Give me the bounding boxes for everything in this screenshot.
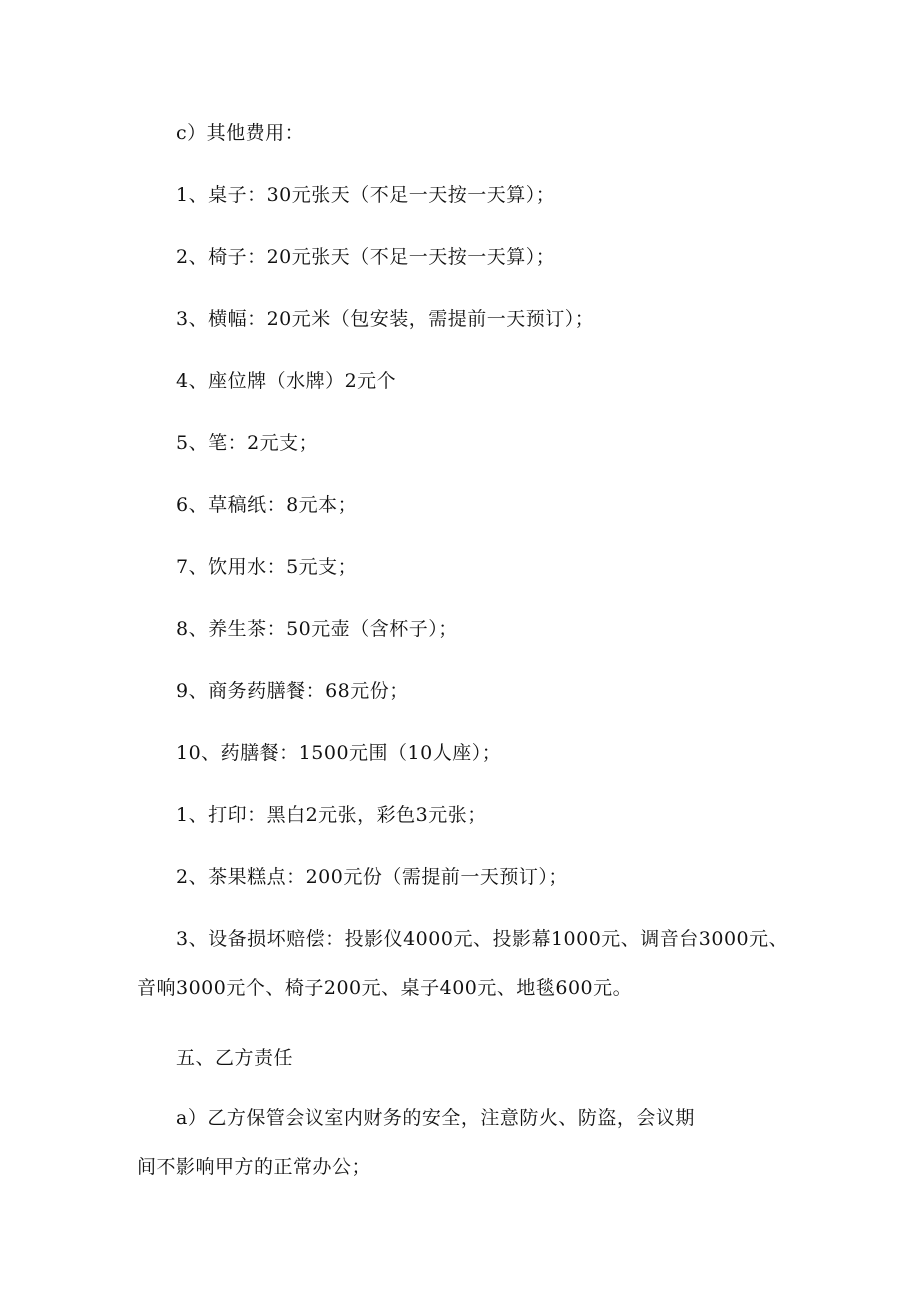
paragraph: a）乙方保管会议室内财务的安全，注意防火、防盗，会议期	[176, 1107, 695, 1129]
list-item-continuation: 音响3000元个、椅子200元、桌子400元、地毯600元。	[137, 977, 633, 999]
list-item: 7、饮用水：5元支；	[176, 556, 358, 578]
list-item: 8、养生茶：50元壶（含杯子）；	[176, 618, 458, 640]
list-item: 1、桌子：30元张天（不足一天按一天算）；	[176, 184, 556, 206]
list-item: 9、商务药膳餐：68元份；	[176, 680, 409, 702]
list-item: 3、横幅：20元米（包安装，需提前一天预订）；	[176, 308, 595, 330]
section-heading-other-fees: c）其他费用：	[176, 122, 305, 144]
list-item: 1、打印：黑白2元张，彩色3元张；	[176, 804, 487, 826]
list-item: 10、药膳餐：1500元围（10人座）；	[176, 742, 502, 764]
list-item: 2、茶果糕点：200元份（需提前一天预订）；	[176, 866, 568, 888]
list-item: 3、设备损坏赔偿：投影仪4000元、投影幕1000元、调音台3000元、	[176, 928, 789, 950]
list-item: 4、座位牌（水牌）2元个	[176, 370, 397, 392]
list-item: 2、椅子：20元张天（不足一天按一天算）；	[176, 246, 556, 268]
list-item: 6、草稿纸：8元本；	[176, 494, 358, 516]
list-item: 5、笔：2元支；	[176, 432, 319, 454]
section-heading-party-b: 五、乙方责任	[176, 1047, 294, 1069]
paragraph-continuation: 间不影响甲方的正常办公；	[137, 1156, 372, 1178]
